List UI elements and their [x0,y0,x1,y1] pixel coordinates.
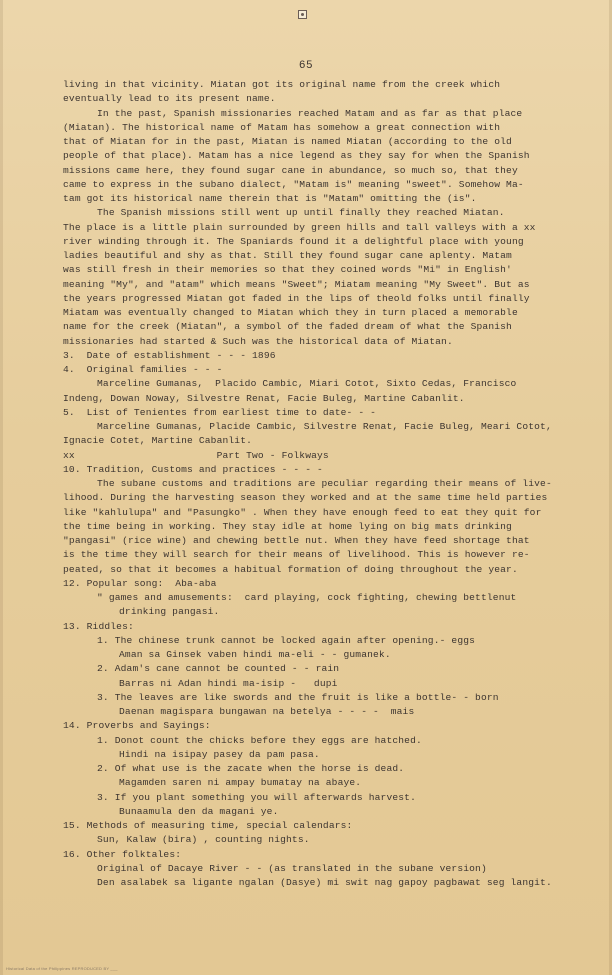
text-line: The Spanish missions still went up until finally they reached Miatan. [97,207,505,219]
text-line: Miatam was eventually changed to Miatan which they in turn placed a memorable [63,307,518,318]
text-line: was still fresh in their memories so that they coined words "Mi" in English' [63,264,512,276]
text-line: Original of Dacaye River - - (as translated in the subane version) [97,862,487,874]
punch-hole-icon [298,10,307,19]
page-number: 65 [298,60,314,72]
text-line: 13. Riddles: [63,620,134,632]
text-line: Aman sa Ginsek vaben hindi ma-eli - - gumanek. [119,649,391,660]
text-line: 3. The leaves are like swords and the fruit is like a bottle- - born [97,691,499,703]
text-line: Magamden saren ni ampay bumatay na abaye. [119,777,362,789]
text-line: 3. Date of establishment - - - 1896 [63,349,276,361]
text-line: In the past, Spanish missionaries reached Matam and as far as that place [97,107,523,119]
text-line: is the time they will search for their means of livelihood. This is however re- [63,549,530,561]
text-line: ladies beautiful and shy as that. Still they found sugar cane aplenty. Matam [63,250,512,261]
text-line: missionaries had started & Such was the historical data of Miatan. [63,335,453,347]
text-line: Daenan magispara bungawan na betelya - - - - mais [119,706,415,717]
text-line: The subane customs and traditions are peculiar regarding their means of live- [97,478,552,489]
text-line: missions came here, they found sugar cane in abundance, so much so, that they [63,164,518,176]
text-line: 3. If you plant something you will afterwards harvest. [97,791,416,803]
text-line: The place is a little plain surrounded by green hills and tall valleys with a xx [63,221,536,233]
text-line: the years progressed Miatan got faded in the lips of theold folks until finally [63,292,530,304]
text-line: came to express in the subano dialect, "Matam is" meaning "sweet". Somehow Ma- [63,178,524,190]
text-line: 1. Donot count the chicks before they eggs are hatched. [97,734,422,746]
text-line: (Miatan). The historical name of Matam has somehow a great connection with [63,121,501,133]
text-line: lihood. During the harvesting season they worked and at the same time held parties [63,492,548,504]
text-line: tam got its historical name therein that is "Matam" omitting the (is". [63,193,477,204]
text-line: meaning "My", and "atam" which means "Sweet"; Miatam meaning "My Sweet". But as [63,278,530,290]
text-line: living in that vicinity. Miatan got its original name from the creek which [63,79,501,90]
text-line: peated, so that it becomes a habitual formation of doing throughout the year. [63,563,518,575]
text-line: river winding through it. The Spaniards found it a delightful place with young [63,235,524,247]
page-edge-left [0,0,3,975]
text-line: Hindi na isipay pasey da pam pasa. [119,748,320,760]
text-line: 14. Proverbs and Sayings: [63,720,211,732]
text-line: xx Part Two - Folkways [63,449,329,461]
text-line: like "kahlulupa" and "Pasungko" . When they have enough feed to eat they quit for [63,506,542,518]
text-line: Barras ni Adan hindi ma-isip - dupi [119,677,338,689]
text-line: the time being in working. They stay idle at home lying on big mats drinking [63,520,512,532]
text-line: 15. Methods of measuring time, special calendars: [63,820,353,831]
document-body [63,78,593,890]
text-line: 4. Original families - - - [63,364,223,375]
text-line: people of that place). Matam has a nice legend as they say for when the Spanish [63,150,530,162]
text-line: 12. Popular song: Aba-aba [63,577,217,589]
text-line: 2. Of what use is the zacate when the horse is dead. [97,763,405,774]
text-line: Indeng, Dowan Noway, Silvestre Renat, Facie Buleg, Martine Cabanlit. [63,392,465,404]
text-line: 2. Adam's cane cannot be counted - - rain [97,663,340,675]
text-line: 1. The chinese trunk cannot be locked again after opening.- eggs [97,634,476,646]
text-line: Den asalabek sa ligante ngalan (Dasye) mi swit nag gapoy pagbawat seg langit. [97,877,552,888]
text-line: eventually lead to its present name. [63,93,276,105]
text-line: "pangasi" (rice wine) and chewing bettle nut. When they have feed shortage that [63,535,530,546]
text-line: Marceline Gumanas, Placido Cambic, Miari Cotot, Sixto Cedas, Francisco [97,378,517,390]
text-line: Bunaamula den da magani ye. [119,805,279,817]
text-line: Ignacie Cotet, Martine Cabanlit. [63,435,253,447]
text-line: Sun, Kalaw (bira) , counting nights. [97,834,310,846]
text-line: 16. Other folktales: [63,848,182,860]
text-line: " games and amusements: card playing, cock fighting, chewing bettlenut [97,592,517,603]
footer-note: Historical Data of the Philippines REPRODUCED BY ___ [6,966,118,971]
text-line: 10. Tradition, Customs and practices - - - - [63,463,323,475]
text-line: that of Miatan for in the past, Miatan is named Miatan (according to the old [63,136,512,147]
text-line: drinking pangasi. [119,606,220,618]
text-line: name for the creek (Miatan", a symbol of the faded dream of what the Spanish [63,321,512,333]
text-line: Marceline Gumanas, Placide Cambic, Silvestre Renat, Facie Buleg, Meari Cotot, [97,421,552,432]
text-line: 5. List of Tenientes from earliest time to date- - - [63,406,377,418]
